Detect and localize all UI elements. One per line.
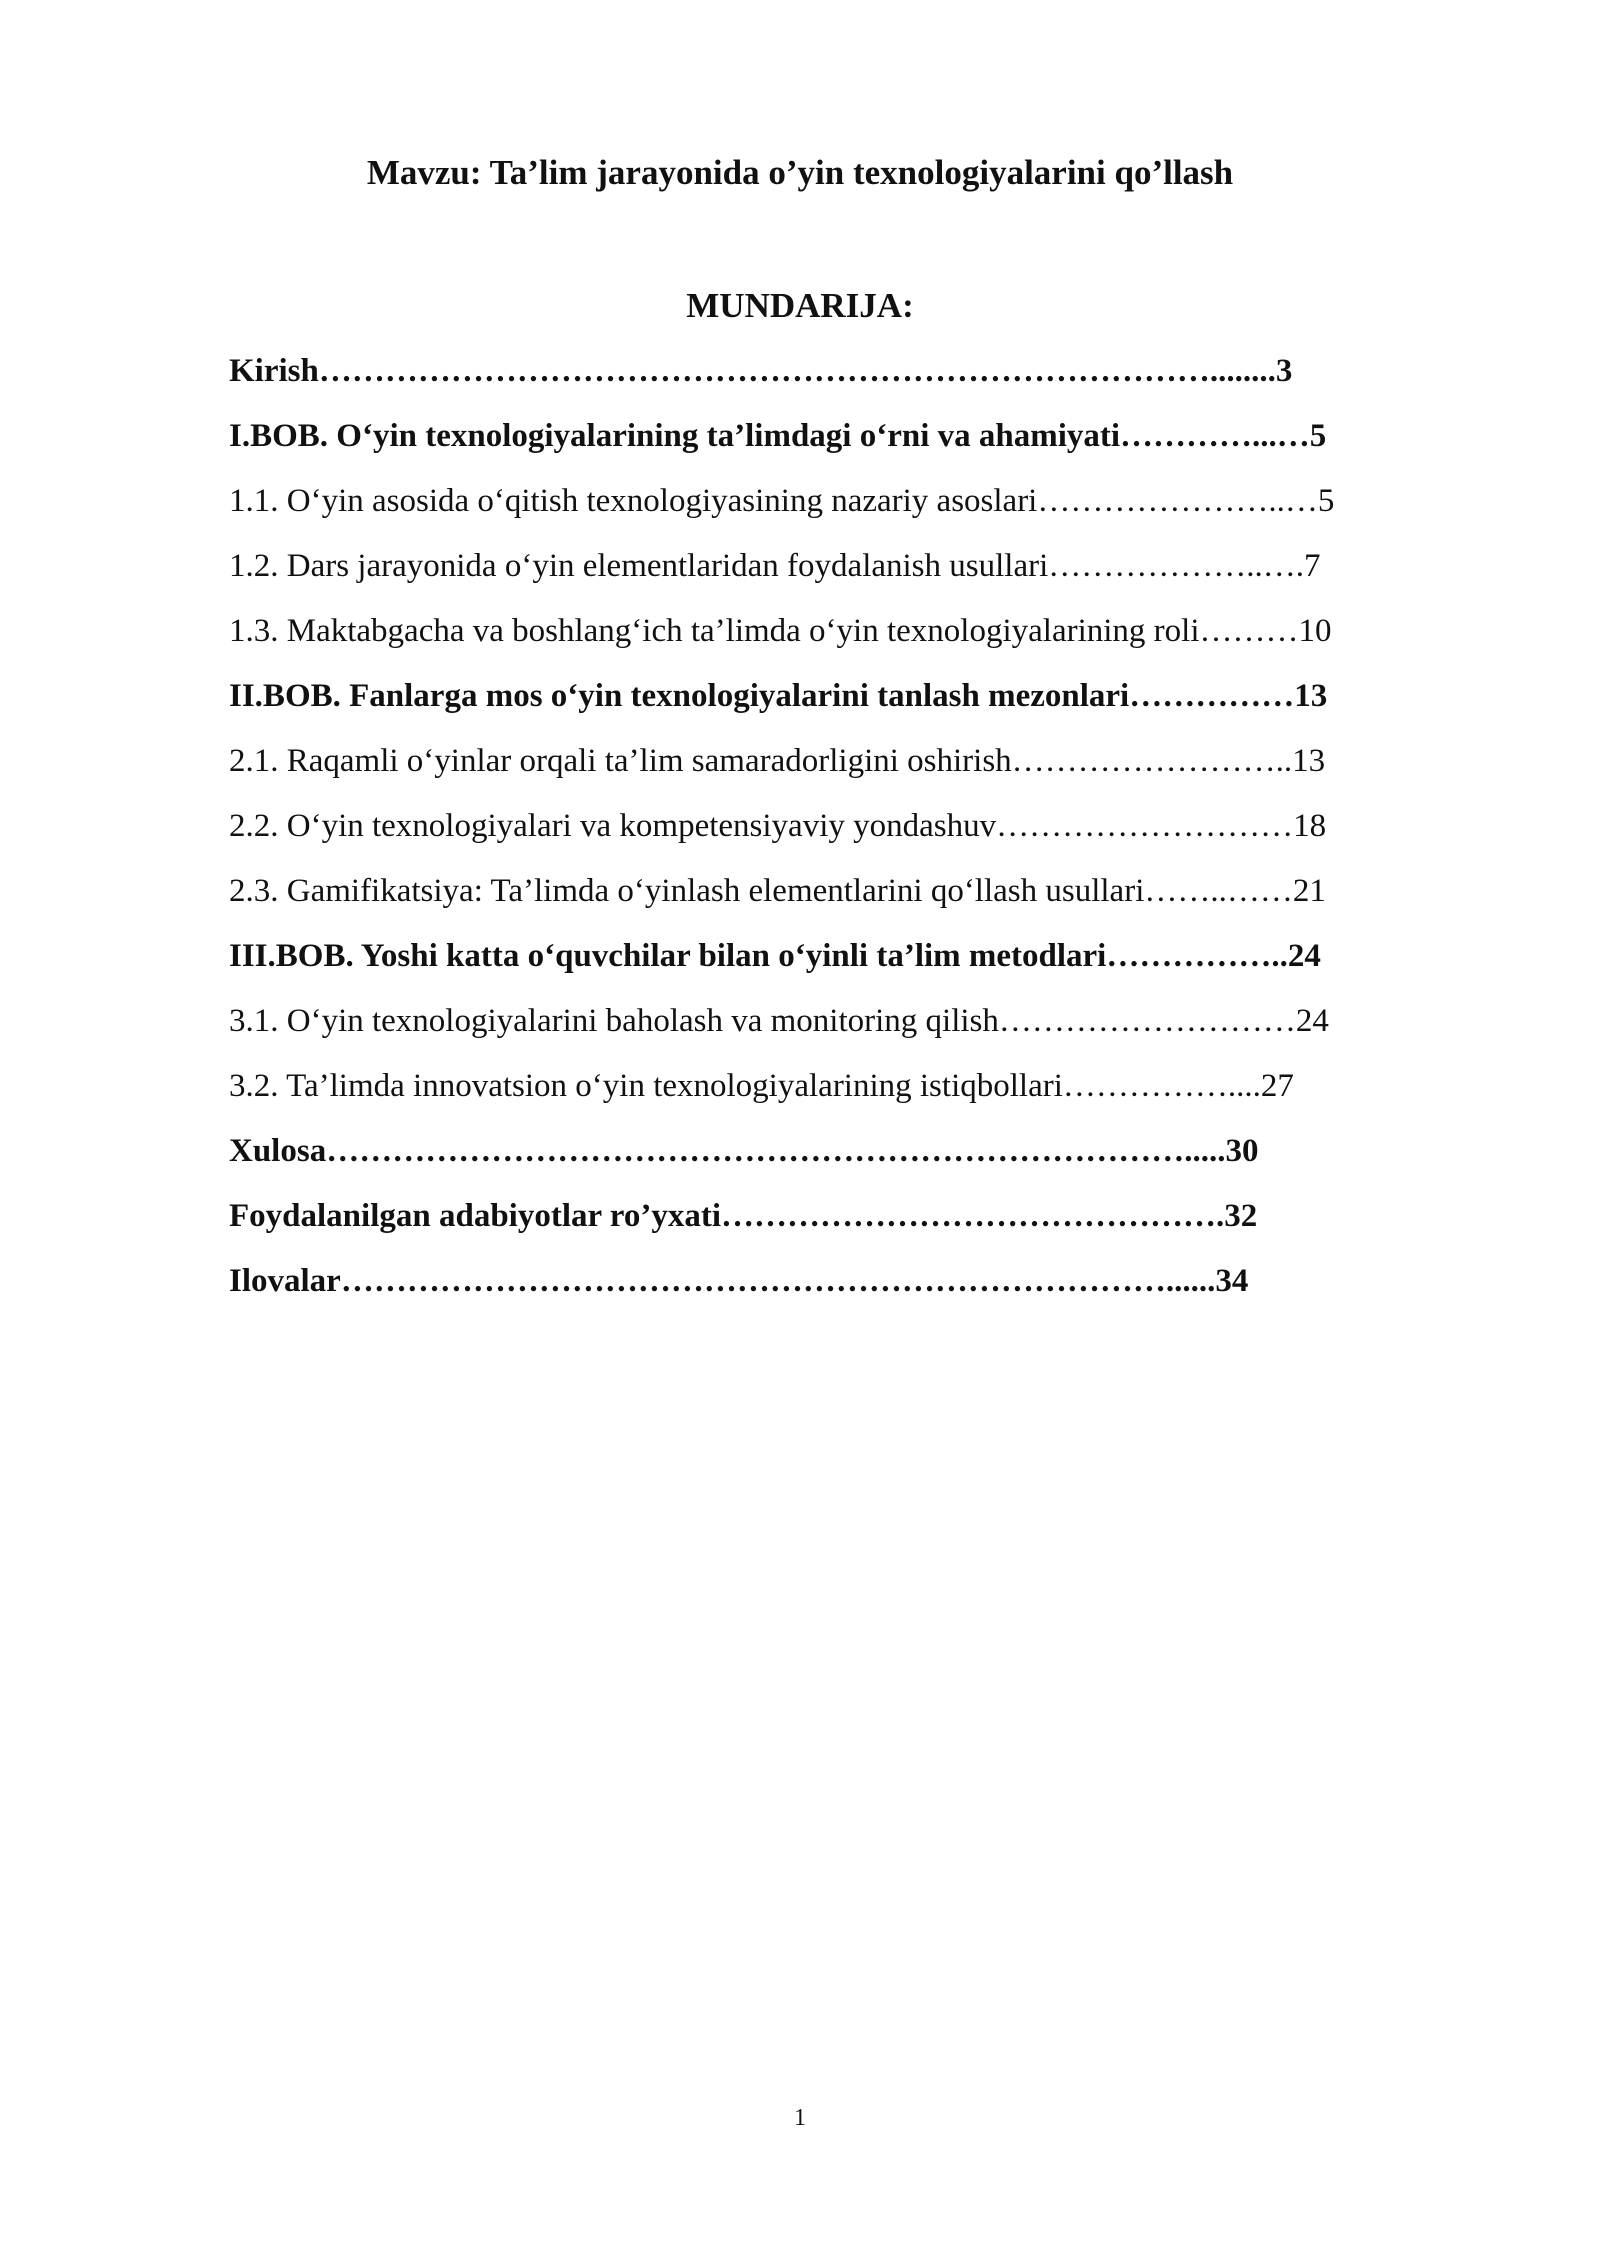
toc-entry-1-3: 1.3. Maktabgacha va boshlang‘ich ta’limda o‘yin texnologiyalarining roli………10 xyxy=(229,613,1332,649)
toc-entry-3-1: 3.1. O‘yin texnologiyalarini baholash va monitoring qilish………………………24 xyxy=(229,1003,1329,1039)
toc-entry-xulosa: Xulosa…………………………………………………………………….....30 xyxy=(229,1133,1259,1169)
toc-entry-2-2: 2.2. O‘yin texnologiyalari va kompetensiyaviy yondashuv………………………18 xyxy=(229,808,1327,844)
toc-entry-2-1: 2.1. Raqamli o‘yinlar orqali ta’lim samaradorligini oshirish……………………..13 xyxy=(229,743,1326,779)
topic-title: Mavzu: Ta’lim jarayonida o’yin texnologiyalarini qo’llash xyxy=(366,153,1234,192)
toc-entry-1-2: 1.2. Dars jarayonida o‘yin elementlaridan foydalanish usullari………………..….7 xyxy=(229,548,1321,584)
toc-heading: MUNDARIJA: xyxy=(686,286,914,325)
toc-entry-bibliography: Foydalanilgan adabiyotlar ro’yxati……………………………………….32 xyxy=(229,1198,1258,1234)
page-number: 1 xyxy=(794,2105,806,2131)
toc-entry-2-3: 2.3. Gamifikatsiya: Ta’limda o‘yinlash elementlarini qo‘llash usullari……..……21 xyxy=(229,873,1326,909)
toc-entry-1-1: 1.1. O‘yin asosida o‘qitish texnologiyasining nazariy asoslari…………………..…5 xyxy=(229,483,1335,519)
toc-entry-chapter-3: III.BOB. Yoshi katta o‘quvchilar bilan o‘yinli ta’lim metodlari……………..24 xyxy=(229,938,1321,974)
table-of-contents xyxy=(229,348,1529,1323)
toc-entry-chapter-2: II.BOB. Fanlarga mos o‘yin texnologiyalarini tanlash mezonlari……………13 xyxy=(229,678,1328,714)
toc-entry-chapter-1: I.BOB. O‘yin texnologiyalarining ta’limdagi o‘rni va ahamiyati…………...…5 xyxy=(229,418,1327,454)
toc-entry-kirish: Kirish………………………………………………………………………........3 xyxy=(229,353,1293,389)
toc-entry-3-2: 3.2. Ta’limda innovatsion o‘yin texnologiyalarining istiqbollari……………....27 xyxy=(229,1068,1294,1104)
toc-entry-ilovalar: Ilovalar…………………………………………………………………......34 xyxy=(229,1263,1249,1299)
